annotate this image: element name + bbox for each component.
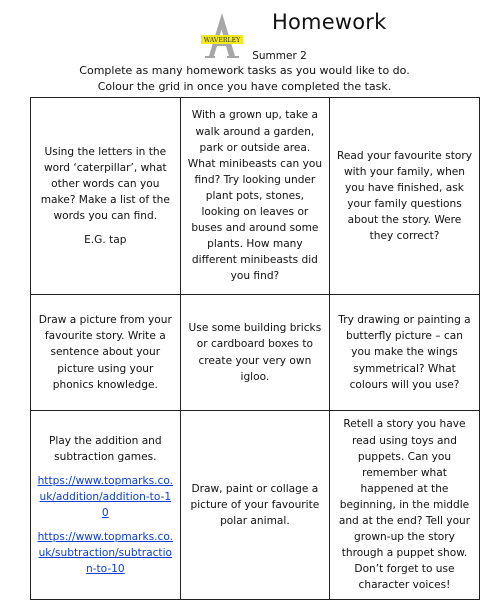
- task-text: Retell a story you have read using toys and puppets. Can you remember what happened at the beginning, in the middle and at the end? Tell your grown-up the story through a puppet show. Don’t forget to use character voices!: [338, 418, 471, 592]
- task-example: E.G. tap: [84, 234, 127, 247]
- term-label: Summer 2: [252, 50, 307, 62]
- instruction-line-2: Colour the grid in once you have completed the task.: [97, 80, 392, 93]
- grid-row: [31, 411, 480, 600]
- grid-row: [31, 295, 480, 411]
- task-cell-spelling: [31, 98, 181, 295]
- task-cell-puppet-show: [330, 411, 480, 600]
- task-text: Play the addition and subtraction games.: [48, 434, 162, 463]
- task-cell-draw-picture: [31, 295, 181, 411]
- task-text: Draw, paint or collage a picture of your favourite polar animal.: [190, 482, 320, 528]
- page-title: Homework: [272, 10, 387, 34]
- task-text: Use some building bricks or cardboard boxes to create your very own igloo.: [188, 322, 322, 383]
- subtraction-link[interactable]: https://www.topmarks.co.uk/subtraction/subtraction-to-10: [37, 531, 173, 576]
- instruction-line-1: Complete as many homework tasks as you would like to do.: [79, 64, 410, 77]
- task-cell-butterfly: [330, 295, 480, 411]
- homework-grid: [30, 97, 480, 600]
- task-text: Using the letters in the word ‘caterpillar’, what other words can you make? Make a list of the words you can find.: [40, 145, 170, 223]
- task-text: With a grown up, take a walk around a garden, park or outside area. What minibeasts can you find? Try looking under plant pots, stones, looking on leaves or buses and around some plants. How many different minibeasts did you find?: [187, 109, 323, 283]
- task-cell-igloo: [180, 295, 330, 411]
- addition-link[interactable]: https://www.topmarks.co.uk/addition/addition-to-10: [37, 474, 173, 519]
- logo-text: WAVERLEY: [203, 37, 241, 44]
- task-cell-minibeasts: [180, 98, 330, 295]
- task-cell-read-story: [330, 98, 480, 295]
- task-text: Try drawing or painting a butterfly picture – can you make the wings symmetrical? What colours will you use?: [338, 314, 471, 391]
- task-cell-polar-animal: [180, 411, 330, 600]
- grid-row: [31, 98, 480, 295]
- task-cell-maths-games: [31, 411, 181, 600]
- task-text: Read your favourite story with your family, when you have finished, ask your family questions about the story. Were they correct?: [336, 149, 472, 243]
- task-text: Draw a picture from your favourite story. Write a sentence about your picture using your phonics knowledge.: [38, 314, 172, 391]
